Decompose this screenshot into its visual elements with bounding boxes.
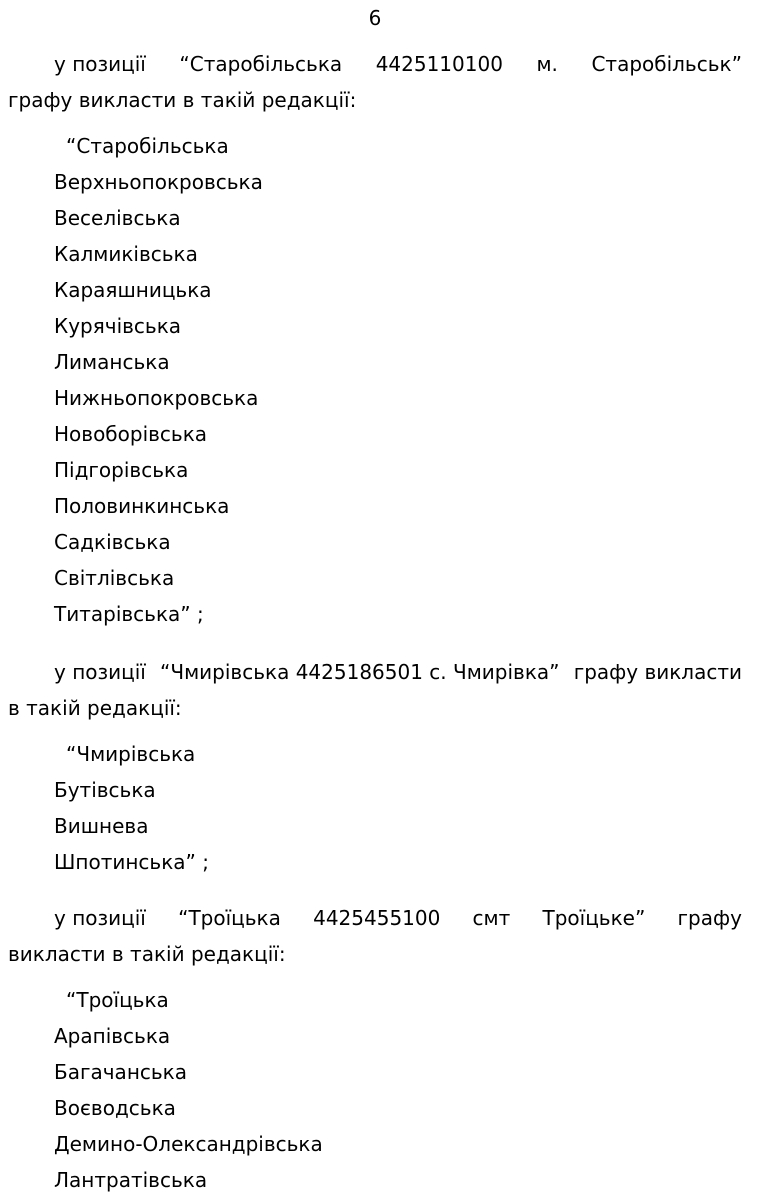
list-item: Новоборівська [54, 422, 208, 446]
list-item: Багачанська [54, 1060, 188, 1084]
intro-part: “Троїцька [178, 906, 281, 930]
list-item: Караяшницька [54, 278, 212, 302]
list-item: Садківська [54, 530, 171, 554]
list-item: Демино-Олександрівська [54, 1132, 323, 1156]
section-1-intro [8, 46, 742, 118]
list-item: Титарівська” ; [54, 602, 204, 626]
list-item: Калмиківська [54, 242, 198, 266]
list-item: Веселівська [54, 206, 181, 230]
intro-part: Троїцьке” [542, 906, 646, 930]
intro-line [8, 654, 742, 690]
list-item: Лантратівська [54, 1168, 208, 1192]
list-item: Воєводська [54, 1096, 176, 1120]
intro-part: м. [536, 52, 558, 76]
list-item: Світлівська [54, 566, 175, 590]
list-item: Верхньопокровська [54, 170, 263, 194]
intro-line: викласти в такій редакції: [8, 942, 286, 966]
list-item: “Троїцька [66, 988, 169, 1012]
section-3-intro [8, 900, 742, 972]
intro-part: Старобільськ” [591, 52, 742, 76]
list-item: “Старобільська [66, 134, 229, 158]
intro-line: графу викласти в такій редакції: [8, 88, 357, 112]
list-item: Лиманська [54, 350, 170, 374]
list-item: Шпотинська” ; [54, 850, 209, 874]
intro-line [8, 900, 742, 936]
intro-line: в такій редакції: [8, 696, 182, 720]
intro-part: графу [677, 906, 742, 930]
list-item: Вишнева [54, 814, 149, 838]
intro-part: “Чмирівська 4425186501 с. Чмирівка” [160, 660, 560, 684]
intro-part: у позиції [54, 906, 146, 930]
list-item: Арапівська [54, 1024, 171, 1048]
section-2-intro [8, 654, 742, 726]
intro-part: смт [472, 906, 511, 930]
intro-part: “Старобільська [179, 52, 343, 76]
intro-line [8, 46, 742, 82]
intro-part: 4425110100 [375, 52, 503, 76]
section-3-list [54, 982, 323, 1198]
section-1-list [54, 128, 263, 632]
list-item: Половинкинська [54, 494, 230, 518]
section-2-list [54, 736, 209, 880]
intro-part: 4425455100 [313, 906, 441, 930]
intro-part: у позиції [54, 660, 146, 684]
list-item: “Чмирівська [66, 742, 196, 766]
list-item: Підгорівська [54, 458, 189, 482]
page-number: 6 [368, 6, 382, 30]
intro-part: у позиції [54, 52, 146, 76]
list-item: Нижньопокровська [54, 386, 259, 410]
list-item: Курячівська [54, 314, 182, 338]
intro-part: графу викласти [573, 660, 742, 684]
list-item: Бутівська [54, 778, 156, 802]
